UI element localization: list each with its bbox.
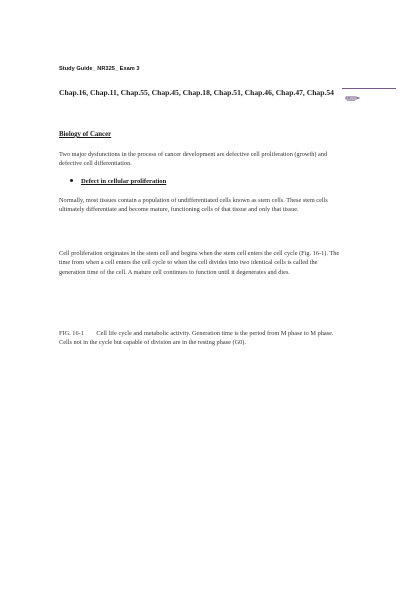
bullet-label: Defect in cellular proliferation — [81, 178, 167, 185]
section-heading: Biology of Cancer — [59, 131, 112, 138]
figure-caption: FIG. 16-1 Cell life cycle and metabolic activity. Generation time is the period from M phase to M phase. Cells not in the cycle but capable of division are in the resting phase (G0). — [59, 330, 336, 347]
chapters-heading: Chap.16, Chap.11, Chap.55, Chap.45, Chap.18, Chap.51, Chap.46, Chap.47, Chap.54 — [59, 88, 334, 97]
pen-icon[interactable] — [345, 94, 361, 102]
bullet-item — [70, 178, 166, 185]
bullet-dot — [70, 179, 73, 182]
guide-title: Study Guide_ NR325_ Exam 3 — [59, 66, 140, 72]
intro-paragraph: Two major dysfunctions in the process of cancer development are defective cell proliferation (growth) and defective cell differentiation. — [59, 151, 328, 168]
stem-cells-paragraph: Normally, most tissues contain a population of undifferentiated cells known as stem cells. These stem cells ultimately differentiate and become mature, functioning cells of that tissue and only that tissue. — [59, 197, 328, 214]
proliferation-paragraph: Cell proliferation originates in the stem cell and begins when the stem cell enters the cell cycle (Fig. 16-1). The time from when a cell enters the cell cycle to when the cell divides into two identical cells is called the generation time of the cell. A mature cell continues to function until it degenerates and dies. — [59, 250, 340, 276]
margin-rule — [342, 88, 396, 89]
